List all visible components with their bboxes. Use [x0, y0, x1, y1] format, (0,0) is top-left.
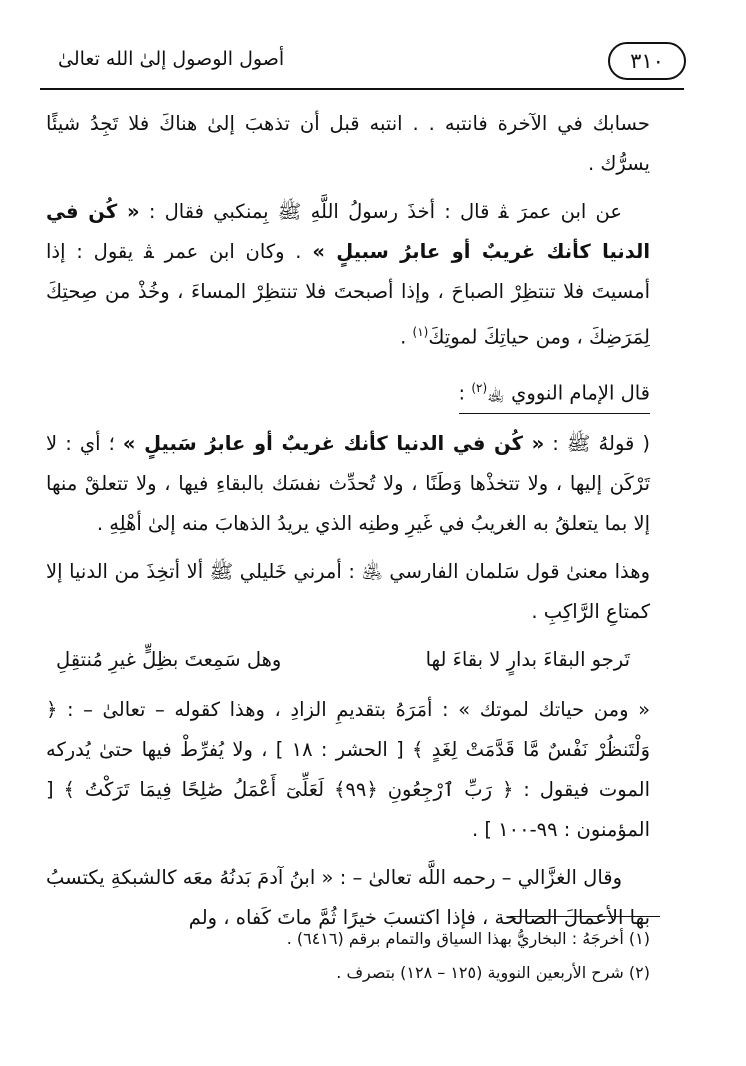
- poem-hemistich-2: وهل سَمِعتَ بظِلٍّ غيرِ مُنتقِلِ: [56, 648, 282, 671]
- p2-text-b: قال : أخذَ رسولُ اللَّهِ ﷺ بِمنكبي فقال :: [148, 200, 490, 223]
- paragraph-3: [46, 424, 650, 544]
- footnote-1: (١) أخرجَهُ : البخاريُّ بهذا السياق والتمام برقم (٦٤١٦) .: [286, 929, 650, 948]
- heading-text: قال الإمام النووي ﵀$^{(٢)}$ :: [459, 370, 650, 415]
- section-heading: [46, 366, 650, 425]
- footnotes: [46, 922, 650, 990]
- p2-hadith: « كُن في الدنيا كأنك غريبٌ أو عابرُ سبيلٍ »: [46, 200, 650, 263]
- poem-verse: [46, 640, 650, 684]
- main-text: [46, 104, 650, 946]
- footnote-2: (٢) شرح الأربعين النووية (١٢٥ – ١٢٨) بتصرف .: [336, 963, 650, 982]
- paragraph-6: وقال الغزَّالي – رحمه اللَّه تعالىٰ – : « ابنُ آدمَ بَدنُهُ معَه كالشبكةِ يكتسبُ بها الأعمالَ الصالحة ، فإذا اكتسبَ خيرًا ثُمَّ ماتَ كَفاه ، ولم: [46, 866, 650, 929]
- header-rule: [40, 88, 684, 90]
- p2-text-a: عن ابن عمرَ: [517, 200, 622, 223]
- paragraph-4: وهذا معنىٰ قول سَلمان الفارسي ﵁ : أمرني خَليلي ﷺ ألا أتخِذَ من الدنيا إلا كمتاعِ الرَّاكِبِ .: [46, 560, 650, 623]
- p3-text-a: ( قولهُ ﷺ :: [552, 432, 651, 455]
- paragraph-2: عن ابن عمرَ ﭭ قال : أخذَ رسولُ اللَّهِ ﷺ بِمنكبي فقال : « كُن في الدنيا كأنك غريبٌ أو عابرُ سبيلٍ » . وكان ابن عمر ﭭ يقول : إذا أمسيتَ فلا تنتظِرْ الصباحَ ، وإذا أصبحتَ فلا تنتظِرْ المساءَ ، وخُذْ من صِحتِكَ لِمَرَضِكَ ، ومن حياتِكَ لموتِكَ$^{(١)}$ .: [46, 200, 650, 349]
- p2-text-c: . وكان ابن عمر ﭭ يقول : إذا أمسيتَ فلا تنتظِرْ الصباحَ ، وإذا أصبحتَ فلا تنتظِرْ المساءَ ، وخُذْ من صِحتِكَ لِمَرَضِكَ ، ومن حياتِكَ لموتِكَ: [46, 240, 650, 349]
- paragraph-5: « ومن حياتك لموتك » : أمَرَهُ بتقديمِ الزادِ ، وهذا كقوله – تعالىٰ – : ﴿ وَلْتَنظُرْ نَفْسٌ مَّا قَدَّمَتْ لِغَدٍ ﴾ [ الحشر : ١٨ ] ، ولا يُفرِّطْ فيها حتىٰ يُدركه الموت فيقول : ﴿ رَبِّ ٱرْجِعُونِ ﴿٩٩﴾ لَعَلِّىٓ أَعْمَلُ صَٰلِحًا فِيمَا تَرَكْتُ ﴾ [ المؤمنون : ٩٩-١٠٠ ] .: [46, 698, 650, 841]
- footnote-ref-2: (٢): [471, 380, 488, 395]
- paragraph-1: حسابك في الآخرة فانتبه . . انتبه قبل أن تذهبَ إلىٰ هناكَ فلا تَجِدُ شيئًا يسرُّك .: [46, 112, 650, 175]
- page-header: [50, 38, 686, 90]
- poem-hemistich-1: تَرجو البقاءَ بدارٍ لا بقاءَ لها: [425, 648, 630, 671]
- page-number: ٣١٠: [608, 42, 686, 80]
- footnote-ref-1: (١): [412, 325, 429, 339]
- running-title: أصول الوصول إلىٰ الله تعالىٰ: [58, 48, 285, 70]
- footnote-separator: [510, 916, 660, 917]
- p3-text-b: ؛ أي : لا تَرْكَن إليها ، ولا تتخذْها وَطَنًا ، ولا تُحدِّث نفسَك بالبقاءِ فيها ، ولا تتعلقْ منها إلا بما يتعلقُ به الغريبُ في غَيرِ وطنِه الذي يريدُ الذهابَ منه إلىٰ أهْلِهِ .: [46, 432, 650, 535]
- p2-honorific: ﭭ: [498, 200, 509, 223]
- p3-hadith: « كُن في الدنيا كأنك غريبٌ أو عابرُ سَبيلٍ »: [122, 432, 545, 455]
